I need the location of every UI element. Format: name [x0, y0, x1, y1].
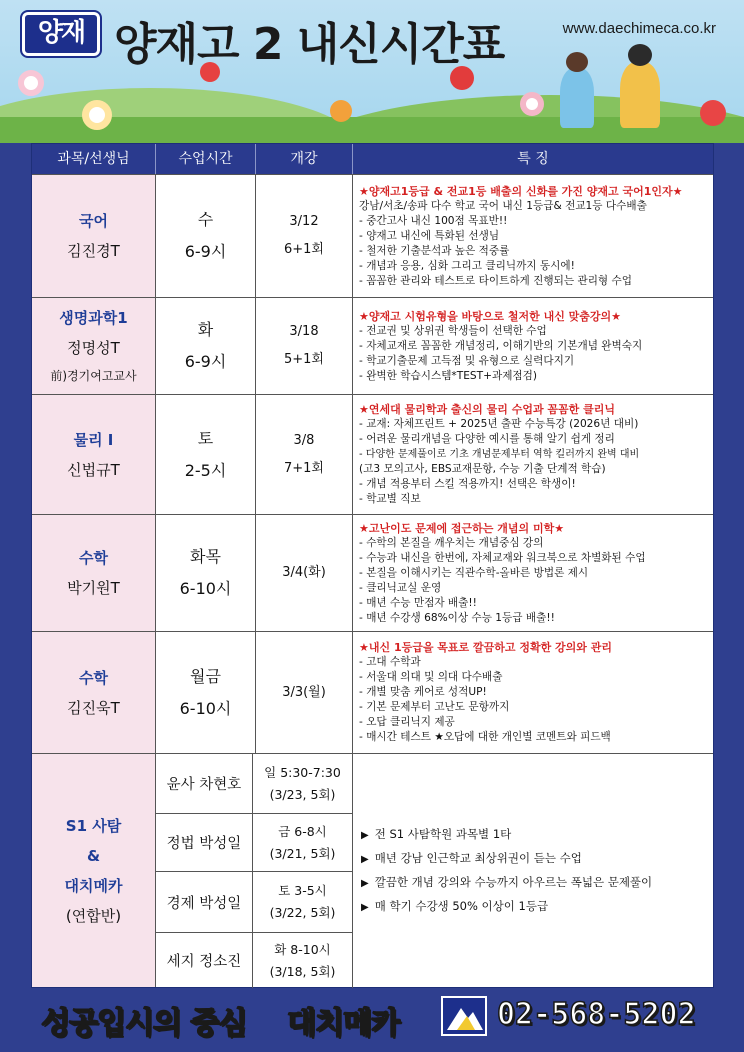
class-day: 화목: [190, 547, 221, 566]
footer-banner: [31, 994, 714, 1042]
s1-time-text: 일 5:30-7:30: [264, 764, 341, 780]
feature-headline: ★내신 1등급을 목표로 깔끔하고 정확한 강의와 관리: [359, 641, 613, 654]
subject-cell: [32, 632, 156, 753]
session-count: 6+1회: [284, 242, 324, 257]
feature-line: - 매년 수강생 68%이상 수능 1등급 배출!!: [359, 611, 555, 624]
flower-icon: [330, 100, 352, 122]
s1-class-subject: 정법 박성일: [156, 813, 253, 871]
feature-line: - 수능과 내신을 한번에, 자체교재와 워크북으로 차별화된 수업: [359, 551, 646, 564]
subject-name: 국어: [79, 212, 108, 230]
s1-title-brand: 대치메카: [64, 876, 123, 895]
feature-line: - 꼼꼼한 관리와 테스트로 타이트하게 진행되는 관리형 수업: [359, 274, 632, 287]
class-time: 6-9시: [184, 352, 227, 371]
subject-cell: [32, 298, 156, 394]
session-count: 5+1회: [284, 352, 324, 367]
class-day: 수: [197, 210, 214, 229]
feature-line: (고3 모의고사, EBS교재문항, 수능 기출 단계적 학습): [359, 463, 606, 475]
feature-line: - 학교별 직보: [359, 493, 421, 505]
feature-headline: ★연세대 물리학과 출신의 물리 수업과 꼼꼼한 클리닉: [359, 403, 615, 416]
feature-headline: ★고난이도 문제에 접근하는 개념의 미학★: [359, 521, 565, 535]
person-illustration: [620, 62, 660, 128]
column-header-start: 개강: [256, 144, 353, 174]
feature-line: 강남/서초/송파 다수 학교 국어 내신 1등급& 전교1등 다수배출: [359, 199, 647, 212]
feature-line: - 완벽한 학습시스템*TEST+과제점검): [359, 369, 538, 382]
s1-time-text: 금 6-8시: [278, 823, 327, 839]
feature-line: - 양재고 내신에 특화된 선생님: [359, 229, 500, 242]
triangle-bullet-icon: ▶: [361, 830, 369, 841]
s1-feature-line: [361, 847, 713, 871]
features-cell: [353, 632, 713, 753]
table-row: [32, 514, 713, 631]
start-date: 3/4(화): [282, 565, 326, 580]
start-date: 3/3(월): [282, 684, 326, 700]
subject-name: 생명과학1: [59, 309, 128, 327]
teacher-name: 박기원T: [67, 579, 120, 597]
features-cell: [353, 298, 713, 394]
s1-feature-line: [361, 895, 713, 919]
table-row: [32, 394, 713, 514]
table-header: [32, 144, 713, 174]
time-cell: [156, 632, 256, 753]
header-banner: [0, 0, 744, 143]
flower-icon: [520, 92, 544, 116]
s1-class-time: [253, 871, 353, 932]
triangle-bullet-icon: ▶: [361, 854, 369, 865]
s1-time-detail: (3/18, 5회): [269, 963, 336, 979]
s1-time-detail: (3/22, 5회): [269, 905, 336, 920]
table-row: [32, 631, 713, 753]
person-illustration: [560, 68, 594, 128]
teacher-name: 김진욱T: [67, 698, 120, 717]
feature-line: - 본질을 이해시키는 직관수학-올바른 방법론 제시: [359, 566, 589, 579]
footer-phone[interactable]: 02-568-5202: [497, 997, 696, 1032]
s1-time-detail: (3/21, 5회): [269, 845, 336, 861]
column-header-time: 수업시간: [156, 144, 256, 174]
feature-line: - 교재: 자체프린트 + 2025년 출판 수능특강 (2026년 대비): [359, 418, 639, 430]
mountain-logo-icon: [441, 996, 487, 1036]
s1-class-subject: 세지 정소진: [156, 932, 253, 988]
s1-class-time: [253, 813, 353, 871]
subject-cell: [32, 395, 156, 514]
start-cell: [256, 632, 353, 753]
column-header-features: 특 징: [517, 151, 549, 167]
feature-line: - 다양한 문제풀이로 기초 개념문제부터 역학 킬러까지 완벽 대비: [359, 449, 640, 460]
start-date: 3/8: [293, 432, 315, 448]
feature-line: - 전교권 및 상위권 학생들이 선택한 수업: [359, 324, 547, 337]
flower-icon: [700, 100, 726, 126]
subject-cell: [32, 515, 156, 631]
feature-line: - 개별 맞춤 케어로 성적UP!: [359, 686, 487, 698]
time-cell: [156, 395, 256, 514]
features-cell: [353, 515, 713, 631]
class-day: 월금: [190, 666, 221, 686]
class-time: 6-10시: [179, 579, 232, 598]
start-cell: [256, 175, 353, 297]
person-head: [566, 52, 588, 72]
s1-feature-line: [361, 823, 713, 847]
feature-line: - 개념과 응용, 심화 그리고 클리닉까지 동시에!: [359, 259, 575, 272]
start-date: 3/12: [289, 214, 319, 229]
feature-line: - 철저한 기출분석과 높은 적중률: [359, 244, 510, 257]
start-cell: [256, 395, 353, 514]
feature-headline: ★양재고 시험유형을 바탕으로 철저한 내신 맞춤강의★: [359, 309, 622, 323]
column-header-subject: 과목/선생님: [32, 144, 156, 174]
s1-title: S1 사탐: [65, 816, 122, 835]
feature-line: - 수학의 본질을 깨우치는 개념중심 강의: [359, 536, 544, 549]
feature-line: - 개념 적용부터 스킬 적용까지! 선택은 학생이!: [359, 478, 576, 490]
timetable: [31, 143, 714, 988]
time-cell: [156, 298, 256, 394]
feature-line: - 매년 수능 만점자 배출!!: [359, 596, 477, 609]
s1-class-time: [253, 932, 353, 988]
feature-line: - 학교기출문제 고득점 및 유형으로 실력다지기: [359, 354, 575, 367]
feature-line: - 어려운 물리개념을 다양한 예시를 통해 알기 쉽게 정리: [359, 433, 615, 445]
person-head: [628, 44, 652, 66]
feature-line: - 서울대 의대 및 의대 다수배출: [359, 671, 503, 683]
s1-time-text: 화 8-10시: [274, 941, 331, 957]
s1-feature-text: 매 학기 수강생 50% 이상이 1등급: [374, 899, 549, 913]
start-cell: [256, 298, 353, 394]
s1-features: [353, 754, 713, 988]
start-cell: [256, 515, 353, 631]
class-time: 6-9시: [184, 242, 227, 261]
teacher-name: 신법규T: [67, 460, 120, 479]
feature-line: - 오답 클리닉지 제공: [359, 716, 455, 728]
footer-slogan: 성공입시의 중심: [41, 1006, 247, 1041]
triangle-bullet-icon: ▶: [361, 902, 369, 913]
start-date: 3/18: [289, 324, 319, 339]
footer-brand: 대치메카: [287, 1006, 399, 1041]
flower-icon: [18, 70, 44, 96]
class-day: 화: [197, 320, 214, 339]
site-url[interactable]: www.daechimeca.co.kr: [562, 20, 716, 37]
class-time: 6-10시: [179, 698, 232, 718]
feature-line: - 중간고사 내신 100점 목표반!!: [359, 214, 508, 227]
page-title: 양재고 2 내신시간표: [114, 19, 505, 70]
s1-time-text: 토 3-5시: [278, 883, 327, 898]
features-cell: [353, 395, 713, 514]
teacher-career: 前)경기여고교사: [50, 369, 137, 383]
feature-line: - 매시간 테스트 ★오답에 대한 개인별 코멘트와 피드백: [359, 731, 611, 743]
feature-line: - 고대 수학과: [359, 656, 421, 668]
feature-line: - 기본 문제부터 고난도 문항까지: [359, 701, 510, 713]
s1-title-note: (연합반): [65, 906, 122, 925]
feature-line: - 자체교재로 꼼꼼한 개념정리, 이해기반의 기본개념 완벽숙지: [359, 339, 643, 352]
session-count: 7+1회: [284, 460, 324, 476]
s1-feature-text: 전 S1 사탐학원 과목별 1타: [374, 827, 512, 841]
flower-icon: [82, 100, 112, 130]
subject-name: 물리 I: [73, 430, 114, 449]
s1-class-time: [253, 753, 353, 813]
feature-line: - 클리닉교실 운영: [359, 581, 442, 594]
subject-name: 수학: [79, 668, 108, 687]
teacher-name: 김진경T: [67, 242, 120, 260]
s1-feature-text: 깔끔한 개념 강의와 수능까지 아우르는 폭넓은 문제풀이: [374, 875, 653, 889]
table-row: [32, 174, 713, 297]
subject-cell: [32, 175, 156, 297]
s1-title-amp: &: [86, 846, 101, 865]
s1-class-subject: 경제 박성일: [156, 871, 253, 932]
class-day: 토: [197, 428, 214, 448]
time-cell: [156, 515, 256, 631]
teacher-name: 정명성T: [67, 339, 120, 357]
table-row-s1: [32, 753, 713, 987]
s1-feature-text: 매년 강남 인근학교 최상위권이 듣는 수업: [374, 851, 582, 865]
features-cell: [353, 175, 713, 297]
feature-headline: ★양재고1등급 & 전교1등 배출의 신화를 가진 양재고 국어1인자★: [359, 184, 683, 198]
s1-feature-line: [361, 871, 713, 895]
s1-time-detail: (3/23, 5회): [269, 786, 336, 802]
subject-name: 수학: [79, 549, 108, 567]
triangle-bullet-icon: ▶: [361, 878, 369, 889]
subject-cell: [32, 754, 156, 987]
table-row: [32, 297, 713, 394]
time-cell: [156, 175, 256, 297]
s1-class-subject: 윤사 차현호: [156, 753, 253, 813]
class-time: 2-5시: [184, 460, 227, 480]
school-logo: 양재: [22, 12, 100, 56]
